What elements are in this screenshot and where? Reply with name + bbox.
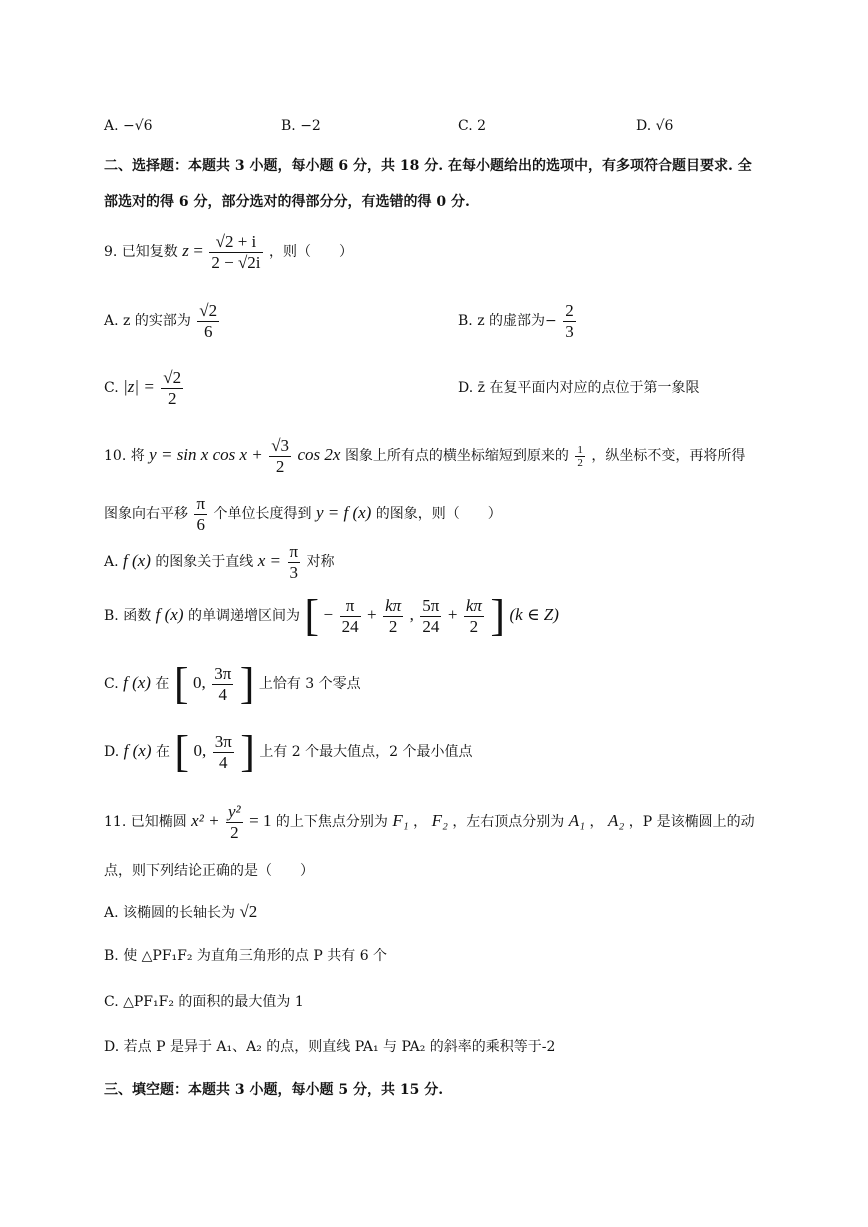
q9-d-text: z̄ 在复平面内对应的点位于第一象限 — [477, 380, 700, 396]
q10-option-a — [104, 540, 335, 583]
q10-pi-num: π — [196, 493, 206, 513]
q10-c-left-bracket: [ — [173, 659, 189, 708]
q10-d-fraction — [213, 732, 234, 773]
q10-half-den: 2 — [577, 456, 583, 469]
q10-expr-a: y = sin x cos x + — [149, 445, 263, 464]
q11-y-fraction — [226, 802, 243, 843]
q10-b-comma: , — [409, 605, 414, 624]
q11-a2: A₂ — [607, 811, 625, 830]
q11-a-text: A. 该椭圆的长轴长为 — [104, 905, 236, 921]
q10-stem-line2 — [104, 492, 502, 535]
q10-pi6-fraction — [194, 494, 207, 535]
q11-option-b: B. 使 △PF₁F₂ 为直角三角形的点 P 共有 6 个 — [104, 948, 388, 964]
q9-c-num: √2 — [163, 367, 182, 387]
q9-a-fraction — [197, 301, 219, 342]
q10-b-right-bracket: ] — [490, 591, 506, 640]
q10-b-f2n: kπ — [385, 595, 402, 615]
q9-a-den: 6 — [203, 321, 213, 341]
q9-b-text: z 的虚部为− — [477, 313, 557, 329]
q10-half-num: 1 — [577, 443, 583, 456]
q10-b-label: B. — [104, 608, 119, 624]
q10-line2-a: 图象向右平移 — [104, 506, 188, 522]
section3-heading: 三、填空题：本题共 3 小题，每小题 5 分，共 15 分. — [104, 1082, 444, 1098]
q10-d-label: D. — [104, 744, 120, 760]
q10-b-f1d: 24 — [341, 616, 359, 636]
q10-d-left-bracket: [ — [174, 727, 190, 776]
q9-prefix: 9. 已知复数 — [104, 244, 178, 260]
q9-c-label: C. — [104, 380, 119, 396]
q9-stem — [104, 230, 353, 273]
q9-option-d — [458, 378, 699, 398]
q10-sqrt3-fraction — [269, 436, 291, 477]
q10-option-b — [104, 591, 559, 640]
q10-line2-expr: y = f (x) — [315, 503, 372, 522]
q11-y-den: 2 — [230, 822, 239, 842]
q10-c-den: 4 — [218, 684, 227, 704]
q10-a-label: A. — [104, 554, 119, 570]
q10-c-tail: 上恰有 3 个零点 — [258, 676, 361, 692]
q9-eq: = — [193, 241, 203, 260]
q9-a-label: A. — [104, 313, 119, 329]
q10-option-c — [104, 659, 361, 708]
section2-heading-line2: 部选对的得 6 分，部分选对的得部分分，有选错的得 0 分. — [104, 194, 470, 210]
q10-a-den: 3 — [289, 562, 299, 582]
q11-a-val: √2 — [239, 902, 258, 921]
q10-b-k: (k ∈ Z) — [509, 605, 559, 624]
q9-option-a — [104, 300, 221, 342]
q10-c-right-bracket: ] — [239, 659, 255, 708]
q10-a-tail: 对称 — [306, 554, 335, 570]
q9-option-c — [104, 366, 185, 409]
q10-a-x: x = — [257, 551, 282, 570]
q9-option-b — [458, 300, 578, 342]
q10-frac-den: 2 — [275, 456, 285, 476]
q10-line2-b: 个单位长度得到 — [213, 506, 312, 522]
q10-d-expr: f (x) — [123, 741, 152, 760]
q11-prefix: 11. 已知椭圆 — [104, 814, 187, 830]
q9-c-fraction — [161, 368, 183, 409]
q10-b-plus2: + — [447, 605, 458, 624]
q11-a1: A₁ — [568, 811, 586, 830]
q9-d-label: D. — [458, 380, 474, 396]
q10-b-text: 函数 — [123, 608, 152, 624]
q10-a-expr: f (x) — [123, 551, 151, 570]
q8-option-c: C. 2 — [458, 118, 487, 134]
q11-stem-line2: 点，则下列结论正确的是（ ） — [104, 863, 314, 879]
q9-c-text: |z| = — [123, 377, 155, 396]
q11-sep2: ， — [589, 814, 604, 830]
q9-b-den: 3 — [565, 321, 574, 341]
q10-half-fraction — [575, 444, 585, 469]
q9-denominator: 2 − √2i — [211, 252, 261, 272]
q11-eq1: = 1 — [249, 811, 272, 830]
q11-option-d: D. 若点 P 是异于 A₁、A₂ 的点，则直线 PA₁ 与 PA₂ 的斜率的乘积等于-2 — [104, 1039, 556, 1055]
q9-c-den: 2 — [167, 388, 177, 408]
q9-b-label: B. — [458, 313, 473, 329]
q10-c-expr: f (x) — [123, 673, 151, 692]
q9-z: z — [182, 241, 189, 260]
q9-numerator: √2 + i — [209, 232, 262, 253]
q11-option-a — [104, 902, 257, 923]
q10-b-expr: f (x) — [155, 605, 184, 624]
q10-b-f1n: π — [340, 596, 361, 617]
q10-d-num: 3π — [214, 731, 232, 751]
q10-b-plus: + — [367, 605, 377, 624]
q11-stem-line1 — [104, 800, 755, 843]
q10-b-f2d: 2 — [388, 616, 398, 636]
q9-a-text: z 的实部为 — [123, 313, 191, 329]
q11-option-c: C. △PF₁F₂ 的面积的最大值为 1 — [104, 994, 304, 1010]
q11-y-num: y² — [228, 801, 241, 821]
q10-d-in: 在 — [155, 744, 170, 760]
q10-a-text: 的图象关于直线 — [155, 554, 254, 570]
q10-option-d — [104, 727, 473, 776]
q10-b-left-bracket: [ — [304, 591, 320, 640]
q11-sep1: ， — [413, 814, 428, 830]
q10-b-text2: 的单调递增区间为 — [187, 608, 300, 624]
q10-d-den: 4 — [219, 752, 228, 772]
q10-b-frac3 — [420, 596, 441, 637]
q10-b-frac4 — [464, 596, 484, 637]
q10-c-fraction — [212, 664, 233, 705]
q10-d-right-bracket: ] — [240, 727, 255, 776]
q9-b-num: 2 — [565, 300, 574, 320]
q10-c-label: C. — [104, 676, 119, 692]
q10-mid: 图象上所有点的横坐标缩短到原来的 — [344, 448, 569, 464]
q10-b-f3d: 24 — [422, 616, 440, 636]
q11-mid2: ，左右顶点分别为 — [452, 814, 565, 830]
q10-b-f4n: kπ — [465, 595, 482, 615]
q8-option-b: B. −2 — [281, 118, 321, 134]
q8-option-a: A. −√6 — [104, 118, 153, 134]
q10-tail: ，纵坐标不变，再将所得 — [591, 448, 746, 464]
q8-option-d: D. √6 — [636, 118, 674, 134]
q11-f2: F₂ — [431, 811, 448, 830]
q10-a-fraction — [288, 542, 301, 583]
q10-b-f4d: 2 — [469, 616, 479, 636]
q10-a-num: π — [289, 541, 299, 561]
q10-expr-b: cos 2x — [297, 445, 341, 464]
q10-stem-line1 — [104, 434, 745, 477]
q10-pi-den: 6 — [196, 514, 205, 534]
q10-prefix: 10. 将 — [104, 448, 145, 464]
q9-b-fraction — [563, 301, 576, 342]
q10-line2-c: 的图象，则（ ） — [375, 506, 502, 522]
q10-c-in: 在 — [155, 676, 170, 692]
q9-a-num: √2 — [199, 300, 218, 320]
q11-mid: 的上下焦点分别为 — [275, 814, 388, 830]
q11-x2: x² + — [191, 811, 220, 830]
q10-b-minus: − — [323, 605, 334, 624]
q10-c-zero: 0, — [192, 673, 206, 692]
q10-d-zero: 0, — [193, 741, 207, 760]
q9-suffix: ，则（ ） — [268, 244, 353, 260]
q10-b-f3n: 5π — [422, 595, 440, 615]
q10-b-frac1 — [340, 596, 361, 637]
section2-heading-line1: 二、选择题：本题共 3 小题，每小题 6 分，共 18 分. 在每小题给出的选项中，有多项符合题目要求. 全 — [104, 158, 752, 174]
q9-fraction — [209, 232, 262, 273]
q11-tail: ，P 是该椭圆上的动 — [628, 814, 755, 830]
q10-d-tail: 上有 2 个最大值点，2 个最小值点 — [259, 744, 473, 760]
q11-f1: F₁ — [392, 811, 409, 830]
q10-b-frac2 — [383, 596, 403, 637]
q10-c-num: 3π — [214, 663, 232, 683]
q10-frac-num: √3 — [271, 435, 290, 455]
